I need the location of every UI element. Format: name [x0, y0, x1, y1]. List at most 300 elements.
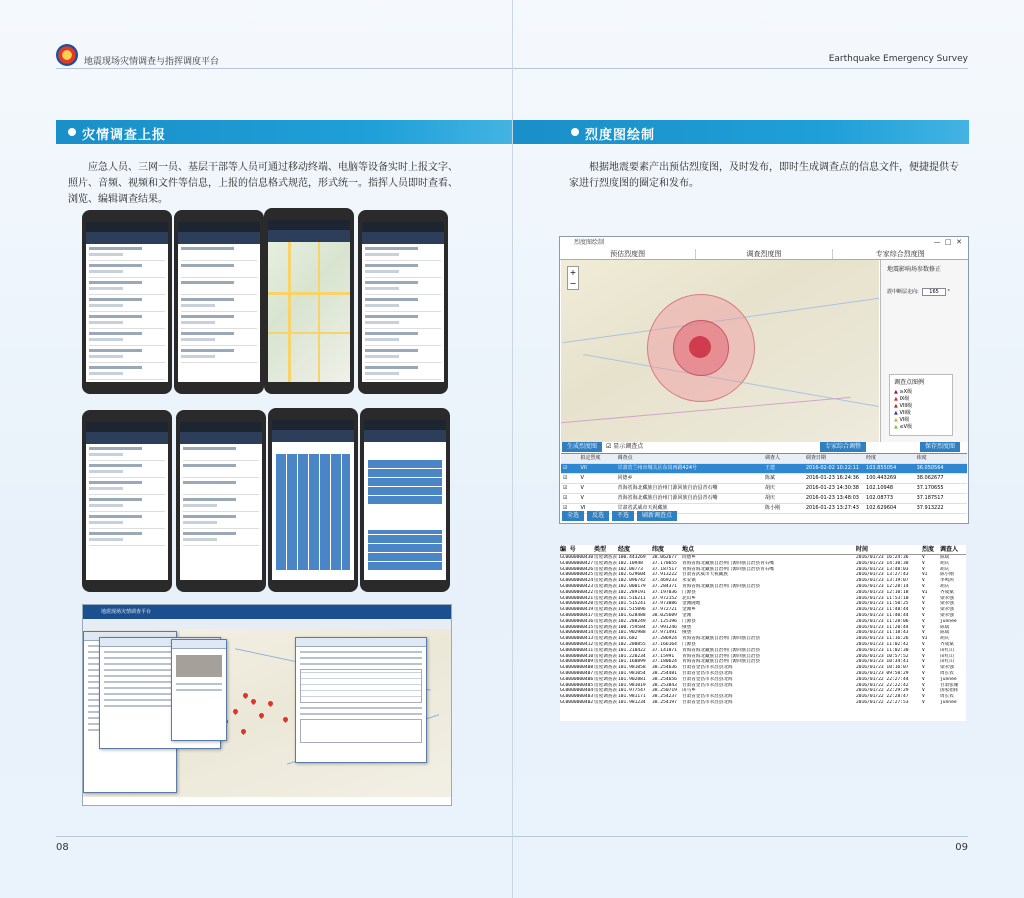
- sheet-cell: 胡庆: [940, 636, 950, 642]
- sheet-cell: 房屋调查表: [594, 618, 617, 624]
- window-controls-icon[interactable]: — □ ✕: [933, 238, 962, 246]
- table-cell: 102.10948: [866, 485, 894, 491]
- sheet-cell: 2016/01/23 13:27:43: [856, 572, 909, 578]
- sheet-cell: 国家指挥: [940, 688, 959, 694]
- sheet-cell: GC0000000408: [560, 665, 594, 671]
- phone-screenshot-basic-info: [174, 210, 264, 394]
- legend-title: 调查点图例: [894, 379, 925, 386]
- footer-divider: [56, 836, 512, 837]
- sheet-cell: 甘肃省金昌市永昌县北海: [682, 694, 733, 700]
- table-cell: 2016-02-02 10:22:11: [805, 465, 859, 471]
- sheet-cell: 甘肃省金昌市永昌县北海: [682, 670, 733, 676]
- sheet-cell: 101.628488: [618, 612, 646, 618]
- sheet-cell: 101.981054: [618, 670, 646, 676]
- sheet-cell: 2016/01/23 11:40:44: [856, 612, 909, 618]
- sheet-cell: 2016/01/23 11:50:25: [856, 601, 909, 607]
- sheet-cell: 房屋调查表: [594, 630, 617, 636]
- sheet-cell: GC0000000405: [560, 682, 594, 688]
- sheet-cell: 永安镇: [682, 578, 696, 584]
- sheet-cell: 金滩乡: [682, 607, 696, 613]
- sheet-cell: 俄堡: [682, 624, 692, 630]
- row-checkbox[interactable]: ☑: [563, 475, 568, 481]
- brand-title: 地震现场灾情调查与指挥调度平台: [84, 57, 220, 67]
- emblem-logo-icon: [56, 44, 78, 66]
- sheet-cell: 青海省海北藏族自治州门源回族自治县青石嘴: [682, 566, 774, 572]
- row-checkbox[interactable]: ☑: [563, 505, 568, 511]
- sheet-cell: 101.977547: [618, 688, 646, 694]
- sheet-cell: 房屋调查表: [594, 636, 617, 642]
- sheet-cell: 门源县: [682, 618, 696, 624]
- sheet-cell: V: [922, 653, 925, 659]
- sheet-cell: 2016/01/23 12:28:14: [856, 583, 909, 589]
- table-header-row: [561, 454, 967, 464]
- sheet-cell: 37.187517: [652, 566, 677, 572]
- phone-screenshot-map: [264, 208, 354, 394]
- sheet-cell: V: [922, 665, 925, 671]
- sheet-cell: GC0000000410: [560, 653, 594, 659]
- table-cell: 甘肃省兰州市城关区东岗西路424号: [617, 465, 698, 471]
- sheet-cell: GC0000000417: [560, 612, 594, 618]
- sheet-cell: 2016/01/23 11:53:10: [856, 595, 909, 601]
- sheet-cell: 2016/01/23 10:34:41: [856, 659, 909, 665]
- sheet-cell: 房屋调查表: [594, 566, 617, 572]
- sheet-cell: GC0000000411: [560, 647, 594, 653]
- sheet-cell: 38.254481: [652, 670, 677, 676]
- table-row[interactable]: [561, 464, 967, 474]
- table-cell: 2016-01-23 16:24:36: [805, 475, 859, 481]
- intensity-map[interactable]: [561, 260, 879, 442]
- sheet-cell: 青海省海北藏族自治州门源回族自治县青石嘴: [682, 560, 774, 566]
- sheet-cell: GC0000000426: [560, 566, 594, 572]
- header-divider: [56, 68, 512, 69]
- sheet-cell: 2016/01/22 22:22:42: [856, 682, 909, 688]
- table-cell: 青海省海北藏族自治州门源回族自治县青石嘴: [617, 495, 718, 501]
- sheet-cell: junnee: [940, 676, 957, 682]
- table-cell: 2016-01-23 13:48:03: [805, 495, 859, 501]
- sheet-cell: 房屋调查表: [594, 555, 617, 560]
- sheet-cell: 房屋调查表: [594, 589, 617, 595]
- zoom-controls-icon[interactable]: + −: [567, 266, 579, 290]
- parameter-panel: [880, 260, 968, 442]
- row-checkbox[interactable]: ☑: [563, 465, 568, 471]
- sheet-cell: V: [922, 670, 925, 676]
- sheet-cell: 纬度: [652, 546, 665, 553]
- strike-label: 震中断层走向:: [887, 289, 919, 295]
- sheet-cell: 甘肃省金昌市永昌县北海: [682, 676, 733, 682]
- table-cell: 胡庆: [765, 495, 776, 501]
- sheet-cell: 101.515096: [618, 607, 646, 613]
- sheet-cell: 101.220234: [618, 653, 646, 659]
- sheet-cell: V: [922, 659, 925, 665]
- table-cell: 2016-01-23 14:30:38: [805, 485, 859, 491]
- sheet-cell: 2016/01/23 13:19:07: [856, 578, 909, 584]
- sheet-cell: GC0000000422: [560, 589, 594, 595]
- table-row[interactable]: [561, 484, 967, 494]
- header-divider: [513, 68, 968, 69]
- sheet-cell: 101.902881: [618, 676, 646, 682]
- sheet-cell: 陈斌: [940, 624, 950, 630]
- table-cell: 拟定烈度: [580, 455, 601, 461]
- table-cell: 同德乡: [617, 475, 633, 481]
- sheet-cell: 37.284371: [652, 583, 677, 589]
- table-cell: 陈小刚: [765, 505, 781, 511]
- legend-item: VIII级: [899, 403, 913, 409]
- sheet-cell: VI: [922, 589, 928, 595]
- table-cell: 纬度: [916, 455, 927, 461]
- sheet-cell: junnee: [940, 618, 957, 624]
- sheet-cell: GC0000000423: [560, 583, 594, 589]
- table-cell: 37.187517: [916, 495, 944, 501]
- sheet-cell: 周长农: [940, 694, 954, 700]
- table-row[interactable]: [561, 474, 967, 484]
- brand-english: Earthquake Emergency Survey: [828, 54, 968, 64]
- table-cell: 王建: [765, 465, 776, 471]
- sheet-cell: 38.254636: [652, 665, 677, 671]
- sheet-cell: V: [922, 618, 925, 624]
- sheet-cell: 编 号: [560, 546, 576, 553]
- sheet-cell: GC0000000407: [560, 670, 594, 676]
- sheet-cell: 甘肃张珊: [940, 682, 959, 688]
- sheet-cell: 101.516211: [618, 595, 646, 601]
- sheet-cell: V: [922, 560, 925, 566]
- select-none-button[interactable]: 不选: [612, 511, 634, 521]
- sheet-cell: 门源县: [682, 641, 696, 647]
- sheet-cell: 102.289191: [618, 589, 646, 595]
- sheet-cell: 100.443269: [618, 555, 646, 560]
- table-cell: 36.050564: [916, 465, 944, 471]
- sheet-cell: 38.025609: [652, 612, 677, 618]
- sheet-cell: 2016/01/23 10:16:07: [856, 665, 909, 671]
- show-points-label: 显示调查点: [613, 443, 644, 450]
- sheet-cell: 同德乡: [682, 555, 696, 560]
- sheet-cell: 房屋调查表: [594, 665, 617, 671]
- page-number: 09: [955, 842, 968, 853]
- legend-item: ≤V级: [899, 424, 913, 430]
- sheet-cell: 102.200855: [618, 641, 646, 647]
- sheet-cell: 102.08773: [618, 566, 643, 572]
- sheet-cell: 2016/01/23 11:20:44: [856, 624, 909, 630]
- survey-spreadsheet: [560, 545, 966, 721]
- sheet-cell: V: [922, 694, 925, 700]
- table-cell: 调查日期: [805, 455, 826, 461]
- tab-survey[interactable]: 调查烈度图: [695, 249, 832, 259]
- row-checkbox[interactable]: ☑: [563, 485, 568, 491]
- sheet-cell: V: [922, 688, 925, 694]
- triangle-icon: ▲: [894, 424, 898, 430]
- sheet-cell: 101.981058: [618, 665, 646, 671]
- sheet-cell: 青海省海北藏族自治州门源回族自治县: [682, 583, 761, 589]
- triangle-icon: ▲: [894, 410, 898, 416]
- sheet-cell: 青海省海北藏族自治州门源回族自治县: [682, 653, 761, 659]
- sheet-cell: 2016/01/23 13:48:03: [856, 566, 909, 572]
- sheet-cell: 胡庆: [940, 566, 950, 572]
- sheet-cell: 陈斌: [940, 630, 950, 636]
- table-cell: [561, 454, 579, 463]
- sheet-cell: 胡庆: [940, 560, 950, 566]
- survey-points-table: [561, 453, 967, 512]
- sheet-cell: 调查人: [940, 546, 959, 553]
- sheet-cell: 时间: [856, 546, 869, 553]
- sheet-cell: 周长农: [940, 670, 954, 676]
- sheet-cell: 房屋调查表: [594, 641, 617, 647]
- sheet-cell: V: [922, 612, 925, 618]
- sheet-cell: GC0000000406: [560, 676, 594, 682]
- sheet-cell: 37.180624: [652, 659, 677, 665]
- sheet-cell: V: [922, 699, 925, 705]
- panel-title: 地震影响场参数修正: [887, 266, 942, 273]
- legend-box: [889, 374, 953, 436]
- sheet-cell: 房屋调查表: [594, 676, 617, 682]
- sheet-cell: 房屋调查表: [594, 578, 617, 584]
- sheet-cell: VI: [922, 572, 928, 578]
- table-cell: V: [580, 495, 584, 501]
- sheet-cell: 房屋调查表: [594, 612, 617, 618]
- desktop-title: 地震现场灾情调查平台: [83, 605, 451, 619]
- sheet-cell: 2016/01/23 14:30:38: [856, 560, 909, 566]
- phone-screenshot-grid-a: [268, 408, 358, 592]
- table-cell: 103.855054: [866, 465, 897, 471]
- window-title: 烈度图绘制: [574, 239, 605, 246]
- sheet-cell: 101.160899: [618, 659, 646, 665]
- sheet-cell: V: [922, 578, 925, 584]
- phone-screenshot-grid-b: [360, 408, 450, 592]
- sheet-cell: GC0000000421: [560, 595, 594, 601]
- sheet-cell: 37.973086: [652, 601, 677, 607]
- desktop-screenshot-platform: [82, 604, 452, 806]
- sheet-cell: 2016/01/23 16:24:36: [856, 555, 909, 560]
- sheet-cell: V: [922, 595, 925, 601]
- sheet-cell: 门源县: [682, 589, 696, 595]
- triangle-icon: ▲: [894, 389, 898, 395]
- legend-item: VII级: [899, 410, 911, 416]
- legend-item: ≥X级: [899, 389, 913, 395]
- sheet-cell: 甘肃省金昌市永昌县北海: [682, 699, 733, 705]
- sheet-cell: 38.253843: [652, 682, 677, 688]
- sheet-cell: 2016/01/23 11:02:30: [856, 647, 909, 653]
- sheet-cell: 38.254197: [652, 699, 677, 705]
- sheet-cell: GC0000000425: [560, 572, 594, 578]
- triangle-icon: ▲: [894, 403, 898, 409]
- sheet-cell: 102.000179: [618, 583, 646, 589]
- sheet-cell: 青海省海北藏族自治州门源回族自治县: [682, 636, 761, 642]
- sheet-cell: 房屋调查表: [594, 560, 617, 566]
- sheet-cell: 房屋调查表: [594, 607, 617, 613]
- sheet-cell: 101.682: [618, 636, 638, 642]
- sheet-cell: 房屋调查表: [594, 688, 617, 694]
- sheet-cell: V: [922, 630, 925, 636]
- sheet-cell: 房屋调查表: [594, 659, 617, 665]
- sheet-cell: V: [922, 607, 925, 613]
- sheet-cell: GC0000000414: [560, 630, 594, 636]
- sheet-cell: 房屋调查表: [594, 699, 617, 705]
- sheet-cell: GC0000000412: [560, 641, 594, 647]
- phone-screenshot-messages: [358, 210, 448, 394]
- sheet-cell: 田红山: [940, 653, 954, 659]
- sheet-cell: 金滩隆地: [682, 601, 701, 607]
- sheet-cell: 地点: [682, 546, 695, 553]
- phone-screenshot-house-survey: [82, 410, 172, 592]
- sheet-cell: 101.981019: [618, 682, 646, 688]
- sheet-cell: 梁永强: [940, 595, 954, 601]
- sheet-cell: 甘肃省金昌市永昌县北海: [682, 665, 733, 671]
- sheet-cell: 北山乡: [682, 595, 696, 601]
- sheet-cell: 梁永强: [940, 601, 954, 607]
- section-title: 烈度图绘制: [585, 128, 656, 143]
- sheet-cell: 田马乡: [682, 688, 696, 694]
- tab-estimated[interactable]: 预估烈度图: [610, 250, 646, 258]
- phone-screenshot-basic-info-2: [176, 410, 266, 592]
- refresh-points-button[interactable]: 刷新调查点: [637, 511, 677, 521]
- sheet-cell: junnee: [940, 699, 957, 705]
- sheet-cell: 田红山: [940, 647, 954, 653]
- sheet-cell: 房屋调查表: [594, 572, 617, 578]
- sheet-cell: V: [922, 624, 925, 630]
- sheet-cell: 38.062677: [652, 555, 677, 560]
- sheet-cell: GC0000000420: [560, 601, 594, 607]
- sheet-cell: V: [922, 601, 925, 607]
- sheet-cell: GC0000000415: [560, 624, 594, 630]
- bullet-dot-icon: [68, 128, 76, 136]
- legend-item: IX级: [899, 396, 910, 402]
- sheet-cell: 2016/01/23 10:57:52: [856, 653, 909, 659]
- strike-input[interactable]: 165: [922, 288, 946, 296]
- generate-map-button[interactable]: 生成烈度图: [562, 442, 602, 452]
- table-cell: 2016-01-23 13:27:43: [805, 505, 859, 511]
- sheet-row: [560, 700, 966, 706]
- sheet-cell: V: [922, 566, 925, 572]
- sheet-cell: 101.981171: [618, 694, 646, 700]
- sheet-cell: 2016/01/23 09:58:29: [856, 670, 909, 676]
- sheet-cell: 2016/01/22 22:27:53: [856, 699, 909, 705]
- sheet-cell: 房屋调查表: [594, 624, 617, 630]
- sheet-cell: 2016/01/22 22:29:29: [856, 688, 909, 694]
- sheet-cell: 37.170655: [652, 560, 677, 566]
- sheet-cell: 2016/01/23 11:16:26: [856, 636, 909, 642]
- table-row[interactable]: [561, 494, 967, 504]
- row-checkbox[interactable]: ☑: [563, 495, 568, 501]
- table-cell: 青海省海北藏族自治州门源回族自治县青石嘴: [617, 485, 718, 491]
- sheet-cell: GC0000000413: [560, 636, 594, 642]
- intensity-window: [559, 236, 969, 524]
- sheet-cell: 梁永强: [940, 665, 954, 671]
- sheet-cell: 齐成斌: [940, 641, 954, 647]
- sheet-cell: 甘肃省武威市天祝藏族: [682, 572, 728, 578]
- select-all-button[interactable]: 全选: [562, 511, 584, 521]
- sheet-cell: V: [922, 676, 925, 682]
- sheet-cell: 金滩: [682, 612, 692, 618]
- sheet-cell: 胡庆: [940, 583, 950, 589]
- table-cell: 100.443269: [866, 475, 897, 481]
- table-cell: 调查人: [765, 455, 781, 461]
- sheet-cell: 38.254656: [652, 676, 677, 682]
- invert-selection-button[interactable]: 反选: [587, 511, 609, 521]
- sheet-cell: 房屋调查表: [594, 601, 617, 607]
- triangle-icon: ▲: [894, 417, 898, 423]
- sheet-cell: 陈小刚: [940, 572, 954, 578]
- sheet-cell: 37.913222: [652, 572, 677, 578]
- sheet-cell: 37.141871: [652, 647, 677, 653]
- sheet-cell: GC0000000424: [560, 578, 594, 584]
- section-bar-intensity: [513, 120, 969, 144]
- sheet-cell: V: [922, 583, 925, 589]
- sheet-cell: GC0000000404: [560, 688, 594, 694]
- sheet-cell: 102.10948: [618, 560, 643, 566]
- sheet-cell: 37.286924: [652, 636, 677, 642]
- sheet-cell: 经度: [618, 546, 631, 553]
- sheet-cell: 李鸣鸿: [940, 578, 954, 584]
- phone-screenshot-report-list: [82, 210, 172, 394]
- sheet-cell: 102.096742: [618, 578, 646, 584]
- sheet-cell: GC0000000430: [560, 555, 594, 560]
- sheet-cell: 青海省海北藏族自治州门源回族自治县: [682, 647, 761, 653]
- show-points-checkbox[interactable]: ☑ 显示调查点: [606, 443, 644, 450]
- sheet-cell: 房屋调查表: [594, 670, 617, 676]
- table-cell: 甘肃省武威市天祝藏族: [617, 505, 668, 511]
- sheet-header-row: [560, 545, 966, 555]
- table-cell: 102.08773: [866, 495, 894, 501]
- sheet-cell: 38.254237: [652, 694, 677, 700]
- triangle-icon: ▲: [894, 396, 898, 402]
- window-tabs: [560, 249, 968, 260]
- sheet-cell: 38.250719: [652, 688, 677, 694]
- sheet-cell: 37.197036: [652, 589, 677, 595]
- sheet-cell: 烈度: [922, 546, 935, 553]
- table-cell: 经度: [866, 455, 877, 461]
- sheet-cell: 陈斌: [940, 555, 950, 560]
- sheet-cell: 房屋调查表: [594, 682, 617, 688]
- table-cell: 37.170655: [916, 485, 944, 491]
- section-bar-report: [56, 120, 512, 144]
- sheet-cell: 房屋调查表: [594, 583, 617, 589]
- sheet-cell: GC0000000427: [560, 560, 594, 566]
- sheet-cell: 101.210422: [618, 647, 646, 653]
- table-cell: V: [580, 485, 584, 491]
- bullet-dot-icon: [571, 128, 579, 136]
- sheet-cell: 37.125196: [652, 618, 677, 624]
- expert-adjust-button[interactable]: 专家综合调整: [820, 442, 866, 452]
- sheet-cell: 101.981234: [618, 699, 646, 705]
- sheet-cell: 2016/01/23 11:48:44: [856, 607, 909, 613]
- table-cell: 37.913222: [916, 505, 944, 511]
- table-cell: 38.062677: [916, 475, 944, 481]
- footer-divider: [513, 836, 968, 837]
- sheet-cell: 房屋调查表: [594, 653, 617, 659]
- sheet-cell: 2016/01/23 11:18:43: [856, 630, 909, 636]
- sheet-cell: 37.971491: [652, 630, 677, 636]
- sheet-cell: 梁永强: [940, 612, 954, 618]
- sheet-cell: 2016/01/23 11:28:06: [856, 618, 909, 624]
- sheet-cell: 齐成斌: [940, 589, 954, 595]
- sheet-cell: GC0000000403: [560, 694, 594, 700]
- tab-expert[interactable]: 专家综合烈度图: [875, 250, 925, 258]
- table-cell: V: [580, 475, 584, 481]
- sheet-cell: 37.166164: [652, 641, 677, 647]
- sheet-cell: 梁永强: [940, 607, 954, 613]
- sheet-cell: V: [922, 682, 925, 688]
- sheet-cell: 青海省海北藏族自治州门源回族自治县: [682, 659, 761, 665]
- table-cell: 调查点: [617, 455, 633, 461]
- sheet-cell: 37.469233: [652, 578, 677, 584]
- sheet-cell: 37.991246: [652, 624, 677, 630]
- sheet-cell: 102.288249: [618, 618, 646, 624]
- sheet-cell: 俄堡: [682, 630, 692, 636]
- save-map-button[interactable]: 保存烈度图: [920, 442, 960, 452]
- table-cell: VII: [580, 465, 587, 471]
- sheet-cell: GC0000000402: [560, 699, 594, 705]
- legend-item: VI级: [899, 417, 910, 423]
- sheet-cell: V: [922, 641, 925, 647]
- sheet-cell: GC0000000409: [560, 659, 594, 665]
